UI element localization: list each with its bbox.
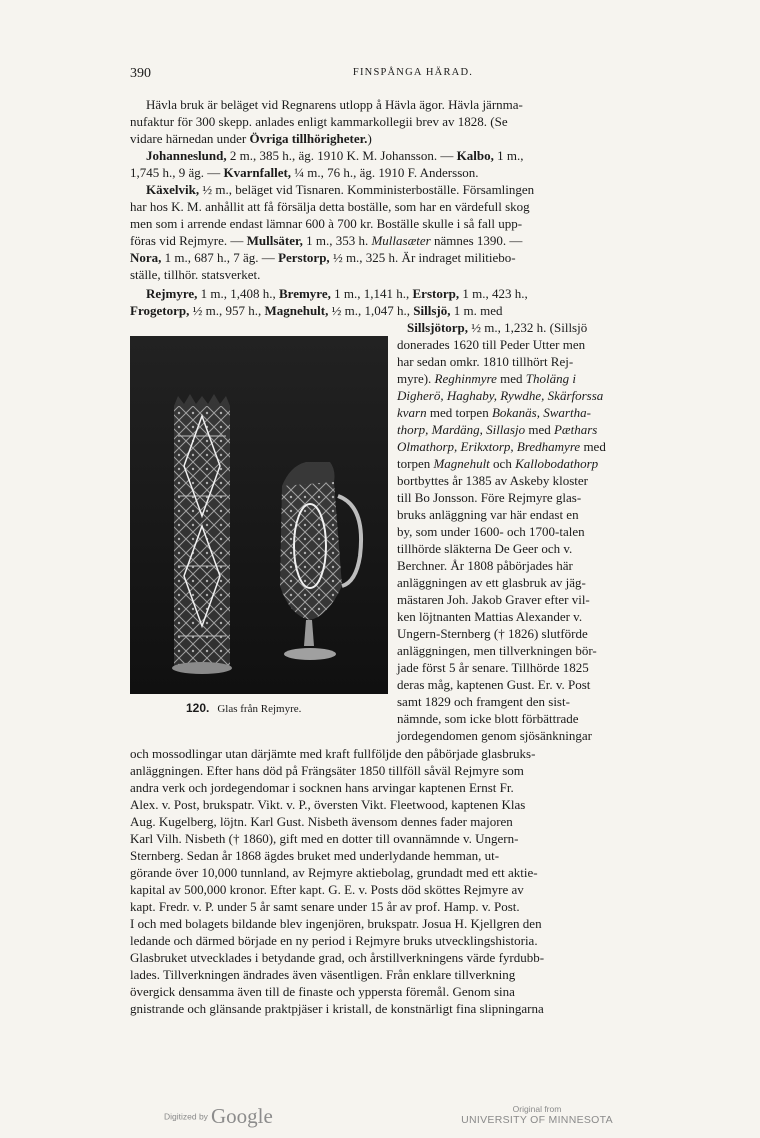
text-line: ställe, tillhör. statsverket. [130, 267, 261, 282]
text-line: myre). Reghinmyre med Tholäng i [397, 371, 576, 386]
university-label: UNIVERSITY OF MINNESOTA [461, 1114, 613, 1126]
text-line: Käxelvik, ½ m., beläget vid Tisnaren. Komministerboställe. Församlingen [146, 182, 535, 197]
text-line: har sedan omkr. 1810 tillhört Rej- [397, 354, 574, 369]
tall-vase [172, 394, 232, 674]
glassware-illustration [130, 336, 388, 694]
text-line: anläggningen, men tillverkningen bör- [397, 643, 597, 658]
page-header [130, 66, 696, 86]
text-line: jade först 5 år senare. Tillhörde 1825 [397, 660, 589, 675]
text-line: anläggningen av ett glasbruk av jäg- [397, 575, 586, 590]
figure-caption-text: Glas från Rejmyre. [217, 703, 302, 715]
text-line: ledande och därmed började en ny period i Rejmyre bruks utvecklingshistoria. [130, 933, 538, 948]
text-line: Digherö, Haghaby, Rywdhe, Skärforssa [397, 388, 604, 403]
text-line: Rejmyre, 1 m., 1,408 h., Bremyre, 1 m., 1,141 h., Erstorp, 1 m., 423 h., [146, 286, 528, 301]
text-line: kvarn med torpen Bokanäs, Swartha- [397, 405, 591, 420]
text-line: har hos K. M. anhållit att få försälja detta boställe, som har en värdefull skog [130, 199, 530, 214]
text-line: Alex. v. Post, brukspatr. Vikt. v. P., översten Vikt. Fleetwood, kaptenen Klas [130, 797, 526, 812]
figure-caption [186, 701, 301, 715]
text-line: övergick densamma även till de finaste och yppersta föremål. Genom sina [130, 984, 515, 999]
text-line: Olmathorp, Erikxtorp, Bredhamyre med [397, 439, 606, 454]
text-line: Ungern-Sternberg († 1826) slutförde [397, 626, 588, 641]
text-line: nufaktur för 300 skepp. anlades enligt kammarkollegii brev av 1828. (Se [130, 114, 508, 129]
original-from-watermark [452, 1104, 622, 1126]
glass-photo [130, 336, 388, 694]
text-line: görande över 10,000 tunnland, av Rejmyre aktiebolag, grundadt med ett aktie- [130, 865, 538, 880]
digitized-by-label: Digitized by [164, 1111, 208, 1122]
text-line: deras måg, kaptenen Gust. Er. v. Post [397, 677, 591, 692]
text-line: Glasbruket utvecklades i betydande grad, och årstillverkningens värde fyrdubb- [130, 950, 545, 965]
text-line: Sternberg. Sedan år 1868 ägdes bruket med underlydande hemman, ut- [130, 848, 500, 863]
text-line: Berchner. År 1808 påbörjades här [397, 558, 573, 573]
text-line: thorp, Mardäng, Sillasjo med Pæthars [397, 422, 598, 437]
text-line: Hävla bruk är beläget vid Regnarens utlopp å Hävla ägor. Hävla järnma- [146, 97, 523, 112]
text-line: lades. Tillverkningen ändrades även väsentligen. Från enklare tillverkning [130, 967, 516, 982]
text-line: Frogetorp, ½ m., 957 h., Magnehult, ½ m., 1,047 h., Sillsjö, 1 m. med [130, 303, 503, 318]
text-line: tillhörde släkterna De Geer och v. [397, 541, 573, 556]
text-line: andra verk och jordegendomar i socknen hans arvingar kaptenen Ernst Fr. [130, 780, 514, 795]
text-line: och mossodlingar utan därjämte med kraft fullföljde den påbörjade glasbruks- [130, 746, 536, 761]
text-line: vidare härnedan under Övriga tillhörigheter.) [130, 131, 372, 146]
text-line: till Bo Jonsson. Före Rejmyre glas- [397, 490, 582, 505]
original-from-label: Original from [512, 1104, 562, 1114]
text-line: by, som under 1600- och 1700-talen [397, 524, 585, 539]
text-line: föras vid Rejmyre. — Mullsäter, 1 m., 353 h. Mullasæter nämnes 1390. — [130, 233, 523, 248]
text-line: gnistrande och glänsande praktpjäser i kristall, de konstnärligt fina slipningarna [130, 1001, 544, 1016]
running-head: FINSPÅNGA HÄRAD. [352, 67, 474, 78]
text-line: Johanneslund, 2 m., 385 h., äg. 1910 K. M. Johansson. — Kalbo, 1 m., [146, 148, 524, 163]
google-logo: Google [210, 1104, 273, 1128]
text-line: jordegendomen genom sjösänkningar [397, 728, 592, 743]
text-line: ken löjtnanten Mattias Alexander v. [397, 609, 583, 624]
text-line: 1,745 h., 9 äg. — Kvarnfallet, ¼ m., 76 h., äg. 1910 F. Andersson. [130, 165, 479, 180]
text-line: Sillsjötorp, ½ m., 1,232 h. (Sillsjö [407, 320, 588, 335]
text-line: torpen Magnehult och Kallobodathorp [397, 456, 599, 471]
text-line: I och med bolagets bildande blev ingenjören, brukspatr. Josua H. Kjellgren den [130, 916, 542, 931]
text-line: mästaren Joh. Jakob Graver efter vil- [397, 592, 590, 607]
figure-number: 120. [186, 701, 210, 715]
text-line: nämnde, som icke blott förbättrade [397, 711, 579, 726]
digitized-by-watermark [164, 1104, 273, 1129]
text-line: Karl Vilh. Nisbeth († 1860), gift med en dotter till ovannämnde v. Ungern- [130, 831, 519, 846]
text-line: anläggningen. Efter hans död på Frängsäter 1850 tillföll såväl Rejmyre som [130, 763, 524, 778]
text-line: samt 1829 och framgent den sist- [397, 694, 570, 709]
text-line: kapital av 500,000 kronor. Efter kapt. G. E. v. Posts död sköttes Rejmyre av [130, 882, 524, 897]
text-line: Nora, 1 m., 687 h., 7 äg. — Perstorp, ½ m., 325 h. Är indraget militiebo- [130, 250, 516, 265]
page-number: 390 [130, 66, 151, 81]
text-line: donerades 1620 till Peder Utter men [397, 337, 586, 352]
text-line: men som i arrende endast lämnar 600 à 700 kr. Boställe skulle i så fall upp- [130, 216, 523, 231]
text-line: bruks anläggning var här endast en [397, 507, 579, 522]
text-line: Aug. Kugelberg, löjtn. Karl Gust. Nisbeth ävensom dennes fader majoren [130, 814, 513, 829]
text-line: bortbyttes år 1385 av Askeby kloster [397, 473, 588, 488]
text-line: kapt. Fredr. v. P. under 5 år samt senare under 15 år av prof. Hamp. v. Post. [130, 899, 520, 914]
